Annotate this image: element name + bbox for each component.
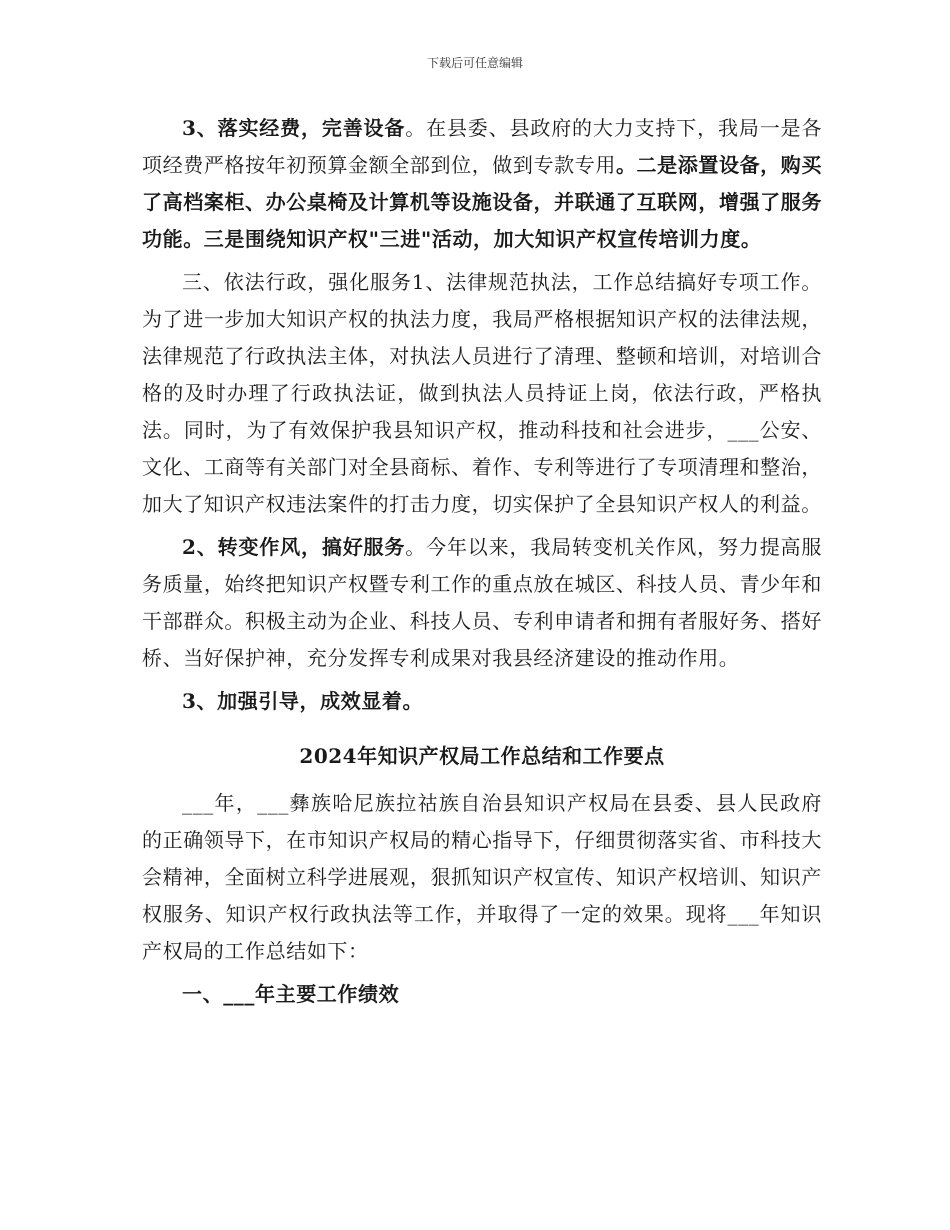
paragraph-service-body: 。今年以来，我局转变机关作风，努力提高服务质量，始终把知识产权暨专利工作的重点放在城区、科技人员、青少年和干部群众。积极主动为企业、科技人员、专利申请者和拥有者服好务、搭好桥、当好保护神，充分发挥专利成果对我县经济建设的推动作用。	[142, 535, 822, 670]
section-heading: 一、___年主要工作绩效	[182, 982, 400, 1006]
paragraph-funding-part-c: 。三是围绕知识产权"三进"活动，加大知识产权宣传培训力度。	[183, 227, 762, 251]
document-body	[142, 110, 822, 1013]
document-title: 2024年知识产权局工作总结和工作要点	[299, 744, 665, 768]
paragraph-service	[142, 529, 822, 677]
paragraph-law-enforcement: 三、依法行政，强化服务1、法律规范执法，工作总结搞好专项工作。为了进一步加大知识产权的执法力度，我局严格根据知识产权的法律法规，法律规范了行政执法主体，对执法人员进行了清理、整顿和培训，对培训合格的及时办理了行政执法证，做到执法人员持证上岗，依法行政，严格执法。同时，为了有效保护我县知识产权，推动科技和社会进步，___公安、文化、工商等有关部门对全县商标、着作、专利等进行了专项清理和整治，加大了知识产权违法案件的打击力度，切实保护了全县知识产权人的利益。	[142, 270, 822, 516]
paragraph-funding-part-b: 。二是添置设备，购买了高档案柜、办公桌椅及计算机等设施设备，并联通了互联网，增强了服务功能	[142, 153, 822, 251]
header-note: 下载后可任意编辑	[426, 56, 523, 70]
paragraph-funding-lead: 3、落实经费，完善设备	[182, 116, 406, 140]
paragraph-service-lead: 2、转变作风，搞好服务	[182, 535, 406, 559]
paragraph-funding-part-a: 。在县委、县政府的大力支持下，我局一是各项经费严格按年初预算金额全部到位，做到专款专用	[142, 116, 822, 177]
paragraph-intro: ___年，___彝族哈尼族拉祜族自治县知识产权局在县委、县人民政府的正确领导下，在市知识产权局的精心指导下，仔细贯彻落实省、市科技大会精神，全面树立科学进展观，狠抓知识产权宣传、知识产权培训、知识产权服务、知识产权行政执法等工作，并取得了一定的效果。现将___年知识产权局的工作总结如下：	[142, 791, 822, 963]
paragraph-funding	[142, 110, 822, 258]
paragraph-guidance: 3、加强引导，成效显着。	[182, 689, 424, 713]
